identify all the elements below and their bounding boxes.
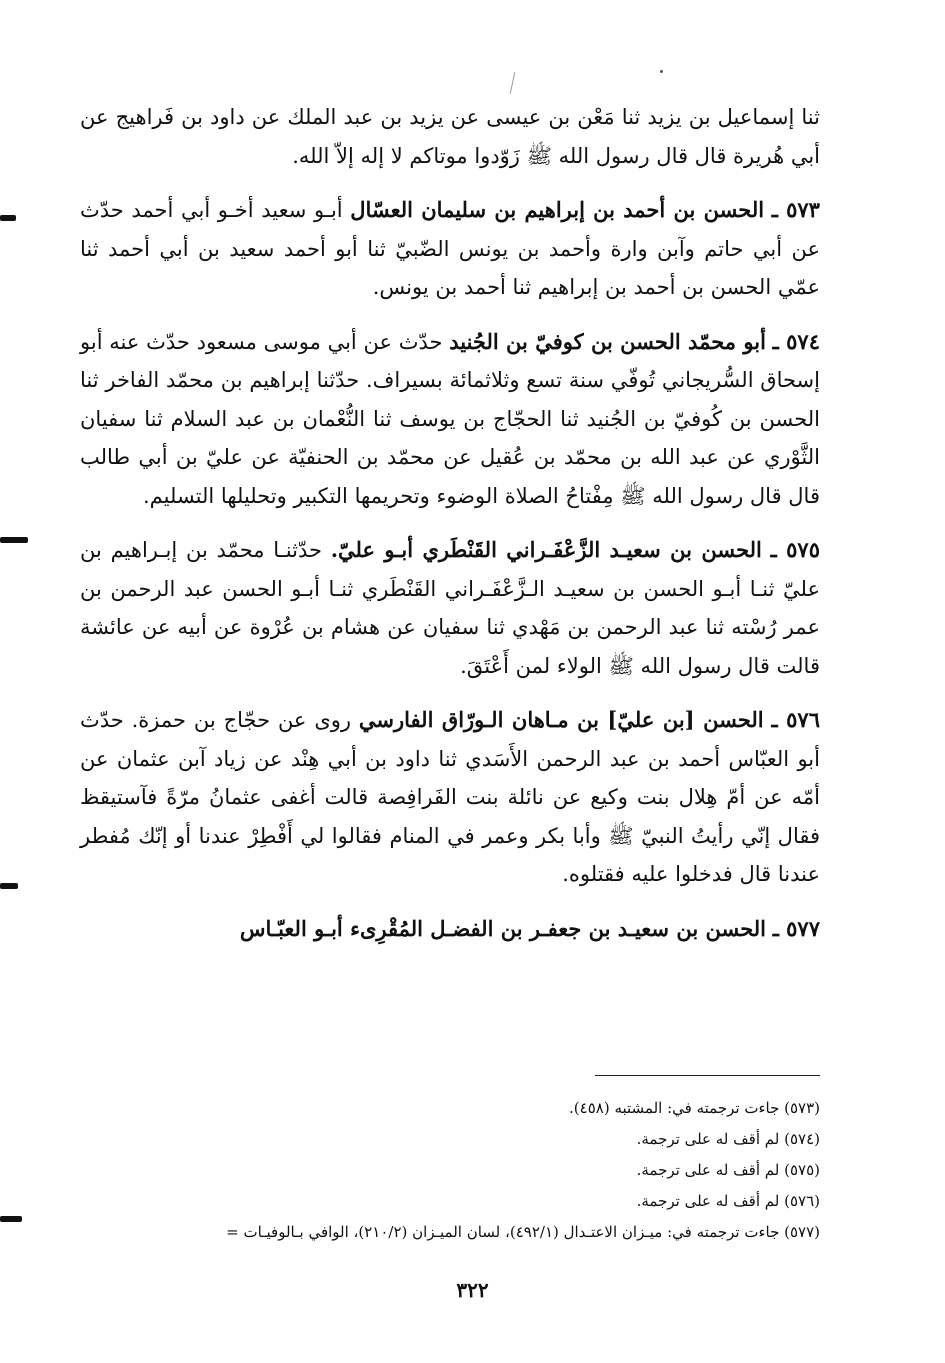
text-line: عبد الرحمن بن عمر رُسْته ثنا عبد الرحمن بن مَهْدي ثنا سفيان عن هشام بن عُرْوة	[80, 576, 820, 639]
text-line: عن عليّ بن أبي طالب قال قال رسول الله ﷺ مِفْتاحُ الصلاة الوضوء وتحريمها التكبير	[80, 445, 820, 508]
scan-edge-mark	[0, 215, 16, 221]
page-number: ٣٢٢	[456, 1278, 489, 1302]
scan-speck	[660, 70, 663, 73]
footnote: (٥٧٦) لم أقف له على ترجمة.	[636, 1192, 820, 1210]
footnote: (٥٧٧) جاءت ترجمته في: ميـزان الاعتـدال (٤٩٢/١)، لسان الميـزان (٢١٠/٢)، الوافي بـالوفيـات =	[226, 1223, 820, 1241]
entry-575	[80, 531, 820, 685]
entry-heading: الحسن [بن عليّ] بن مـاهان الـورّاق الفارسي	[358, 707, 764, 732]
text-line: محمّد الفاخر ثنا الحسن بن كُوفيّ بن الجُنيد ثنا الحجّاج بن يوسف ثنا النُّعْمان بن	[80, 368, 820, 431]
entry-573	[80, 191, 820, 307]
text-line: إنّك مُفطر عندنا قال فدخلوا عليه فقتلوه.	[80, 823, 820, 886]
scan-edge-mark	[0, 537, 28, 543]
footnote-separator	[595, 1075, 820, 1076]
entry-574	[80, 323, 820, 516]
entry-heading: الحسن بن سعيـد الزَّعْفَـراني القَنْطَري أبـو عليّ.	[330, 537, 762, 562]
entry-number: ٥٧٤ ـ	[772, 328, 820, 354]
entry-number: ٥٧٦ ـ	[771, 707, 820, 732]
text-line: أحمد حدّث عن أبي حاتم وآبن وارة وأحمد بن يونس الضّبيّ ثنا أبو أحمد سعيد بن	[80, 198, 821, 261]
footnote: (٥٧٣) جاءت ترجمته في: المشتبه (٤٥٨).	[569, 1099, 820, 1117]
paragraph-continuation	[80, 98, 820, 175]
text-line: عن أبي هُريرة قال قال رسول الله ﷺ زَوّدوا موتاكم لا إله إلاّ الله.	[80, 105, 820, 168]
text-line: حدّث عن أبي موسى مسعود	[196, 329, 443, 354]
footnote: (٥٧٤) لم أقف له على ترجمة.	[636, 1130, 820, 1148]
text-line: حدّث عنه أبو إسحاق السُّريجاني تُوفّي سنة تسع وثلاثمائة بسيراف. حدّثنا إبراهيم بن	[80, 329, 820, 392]
text-line: روى عن حجّاج بن	[193, 708, 352, 732]
scan-scratch	[510, 72, 516, 94]
text-line: عن أبيه عن عائشة قالت قال رسول الله ﷺ الولاء لمن أَعْتَقَ.	[80, 615, 820, 678]
text-line: أبـو سعيد أخـو أبي	[181, 198, 343, 222]
text-line: ثنا إسماعيل بن يزيد ثنا مَعْن بن عيسى عن يزيد بن عبد الملك عن داود بن فَراهيج	[115, 105, 820, 129]
entry-heading: الحسن بن سعيـد بن جعفـر بن الفضـل المُقْرِىء أبـو العبّـاس	[239, 915, 766, 941]
entry-number: ٥٧٣ ـ	[771, 197, 820, 222]
text-line: آبن عثمان عن أمّه عن أمّ هِلال بنت وكيع عن نائلة بنت الفَرافِصة قالت أغفى عثمانُ	[80, 746, 820, 809]
text-line: وتحليلها التسليم.	[143, 483, 287, 508]
text-line: أبي أحمد ثنا عمّي الحسن بن أحمد بن إبراهيم ثنا أحمد بن يونس.	[80, 236, 820, 299]
main-text	[80, 98, 820, 964]
entry-number: ٥٧٥ ـ	[770, 537, 820, 562]
scan-edge-mark	[0, 1216, 22, 1222]
text-line: مرّةً فآستيقظ فقال إنّي رأيتُ النبيّ ﷺ وأبا بكر وعمر في المنام فقالوا لي أَفْطِرْ عندنا أو	[80, 785, 820, 848]
entry-heading: أبو محمّد الحسن بن كوفيّ بن الجُنيد	[449, 328, 766, 354]
entry-heading: الحسن بن أحمد بن إبراهيم بن سليمان العسّال	[350, 197, 765, 222]
footnote: (٥٧٥) لم أقف له على ترجمة.	[636, 1161, 820, 1179]
entry-576	[80, 701, 820, 894]
footnotes	[40, 1093, 820, 1248]
text-line: عبد السلام ثنا سفيان الثَّوْري عن عبد الله بن محمّد بن عُقيل عن محمّد بن الحنفيّة	[80, 406, 820, 469]
scan-edge-mark	[0, 883, 18, 889]
entry-577	[80, 910, 820, 949]
text-line: حمزة. حدّث أبو العبّاس أحمد بن عبد الرحمن الأَسَدي ثنا داود بن أبي هِنْد عن زياد	[80, 708, 820, 771]
entry-number: ٥٧٧ ـ	[772, 915, 820, 941]
text-line: إبـراهيم بن عليّ ثنـا أبـو الحسن بن سعيـد الـزَّعْفَـراني القَنْطَري ثنـا أبـو الحسن	[80, 538, 820, 601]
text-line: حدّثنـا محمّد بن	[185, 538, 322, 562]
